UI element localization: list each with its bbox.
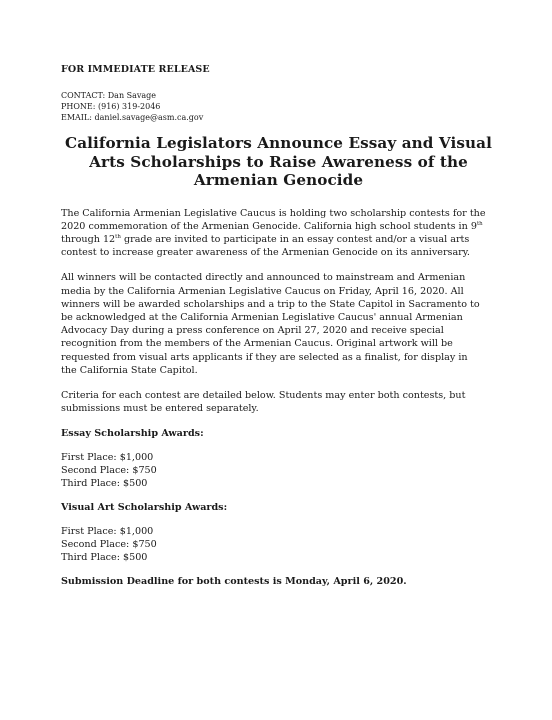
award-second: Second Place: $750: [61, 465, 157, 477]
ordinal-suffix: th: [476, 220, 483, 227]
award-second: Second Place: $750: [61, 539, 157, 551]
award-third: Third Place: $500: [61, 552, 148, 564]
paragraph-line: the California State Capitol.: [61, 364, 198, 376]
paragraph-line: Advocacy Day during a press conference on April 27, 2020 and receive special: [61, 325, 444, 337]
title-line: Arts Scholarships to Raise Awareness of the: [89, 152, 468, 171]
winners-paragraph: [61, 271, 504, 377]
paragraph-line: recognition from the members of the Armenian Caucus. Original artwork will be: [61, 338, 453, 350]
contact-email: EMAIL: daniel.savage@asm.ca.gov: [61, 113, 204, 122]
paragraph-line: Criteria for each contest are detailed below. Students may enter both contests, but: [61, 389, 466, 401]
visual-awards-heading: Visual Art Scholarship Awards:: [61, 502, 228, 514]
award-first: First Place: $1,000: [61, 452, 154, 464]
contact-name: CONTACT: Dan Savage: [61, 91, 157, 100]
paragraph-line: The California Armenian Legislative Caucus is holding two scholarship contests for the: [61, 207, 486, 219]
visual-awards-list: [61, 525, 504, 564]
intro-paragraph: [61, 207, 504, 260]
essay-awards-heading: Essay Scholarship Awards:: [61, 428, 204, 440]
paragraph-line: [61, 220, 504, 233]
title-line: Armenian Genocide: [193, 171, 364, 189]
title-line: California Legislators Announce Essay and Visual: [65, 134, 492, 152]
ordinal-suffix: th: [115, 233, 121, 240]
contact-phone: PHONE: (916) 319-2046: [61, 102, 161, 111]
submission-deadline: Submission Deadline for both contests is Monday, April 6, 2020.: [61, 576, 407, 588]
paragraph-line: be acknowledged at the California Armenian Legislative Caucus' annual Armenian: [61, 311, 463, 323]
paragraph-line: [61, 233, 504, 246]
line-text: grade are invited to participate in an essay contest and/or a visual arts: [120, 233, 470, 245]
paragraph-line: media by the California Armenian Legislative Caucus on Friday, April 16, 2020. All: [61, 285, 464, 297]
award-first: First Place: $1,000: [61, 526, 154, 538]
release-label: FOR IMMEDIATE RELEASE: [61, 64, 210, 75]
paragraph-line: submissions must be entered separately.: [61, 403, 259, 415]
criteria-paragraph: [61, 389, 504, 415]
paragraph-line: All winners will be contacted directly and announced to mainstream and Armenian: [61, 272, 466, 284]
line-text: 2020 commemoration of the Armenian Genocide. California high school students in 9: [61, 220, 477, 232]
page-title: [53, 134, 504, 190]
award-third: Third Place: $500: [61, 478, 148, 490]
line-text: through 12: [61, 233, 116, 245]
essay-awards-list: [61, 451, 504, 490]
paragraph-line: contest to increase greater awareness of the Armenian Genocide on its anniversary.: [61, 247, 470, 259]
paragraph-line: winners will be awarded scholarships and a trip to the State Capitol in Sacramento to: [61, 298, 480, 310]
contact-block: [61, 90, 504, 123]
paragraph-line: requested from visual arts applicants if they are selected as a finalist, for display in: [61, 351, 468, 363]
